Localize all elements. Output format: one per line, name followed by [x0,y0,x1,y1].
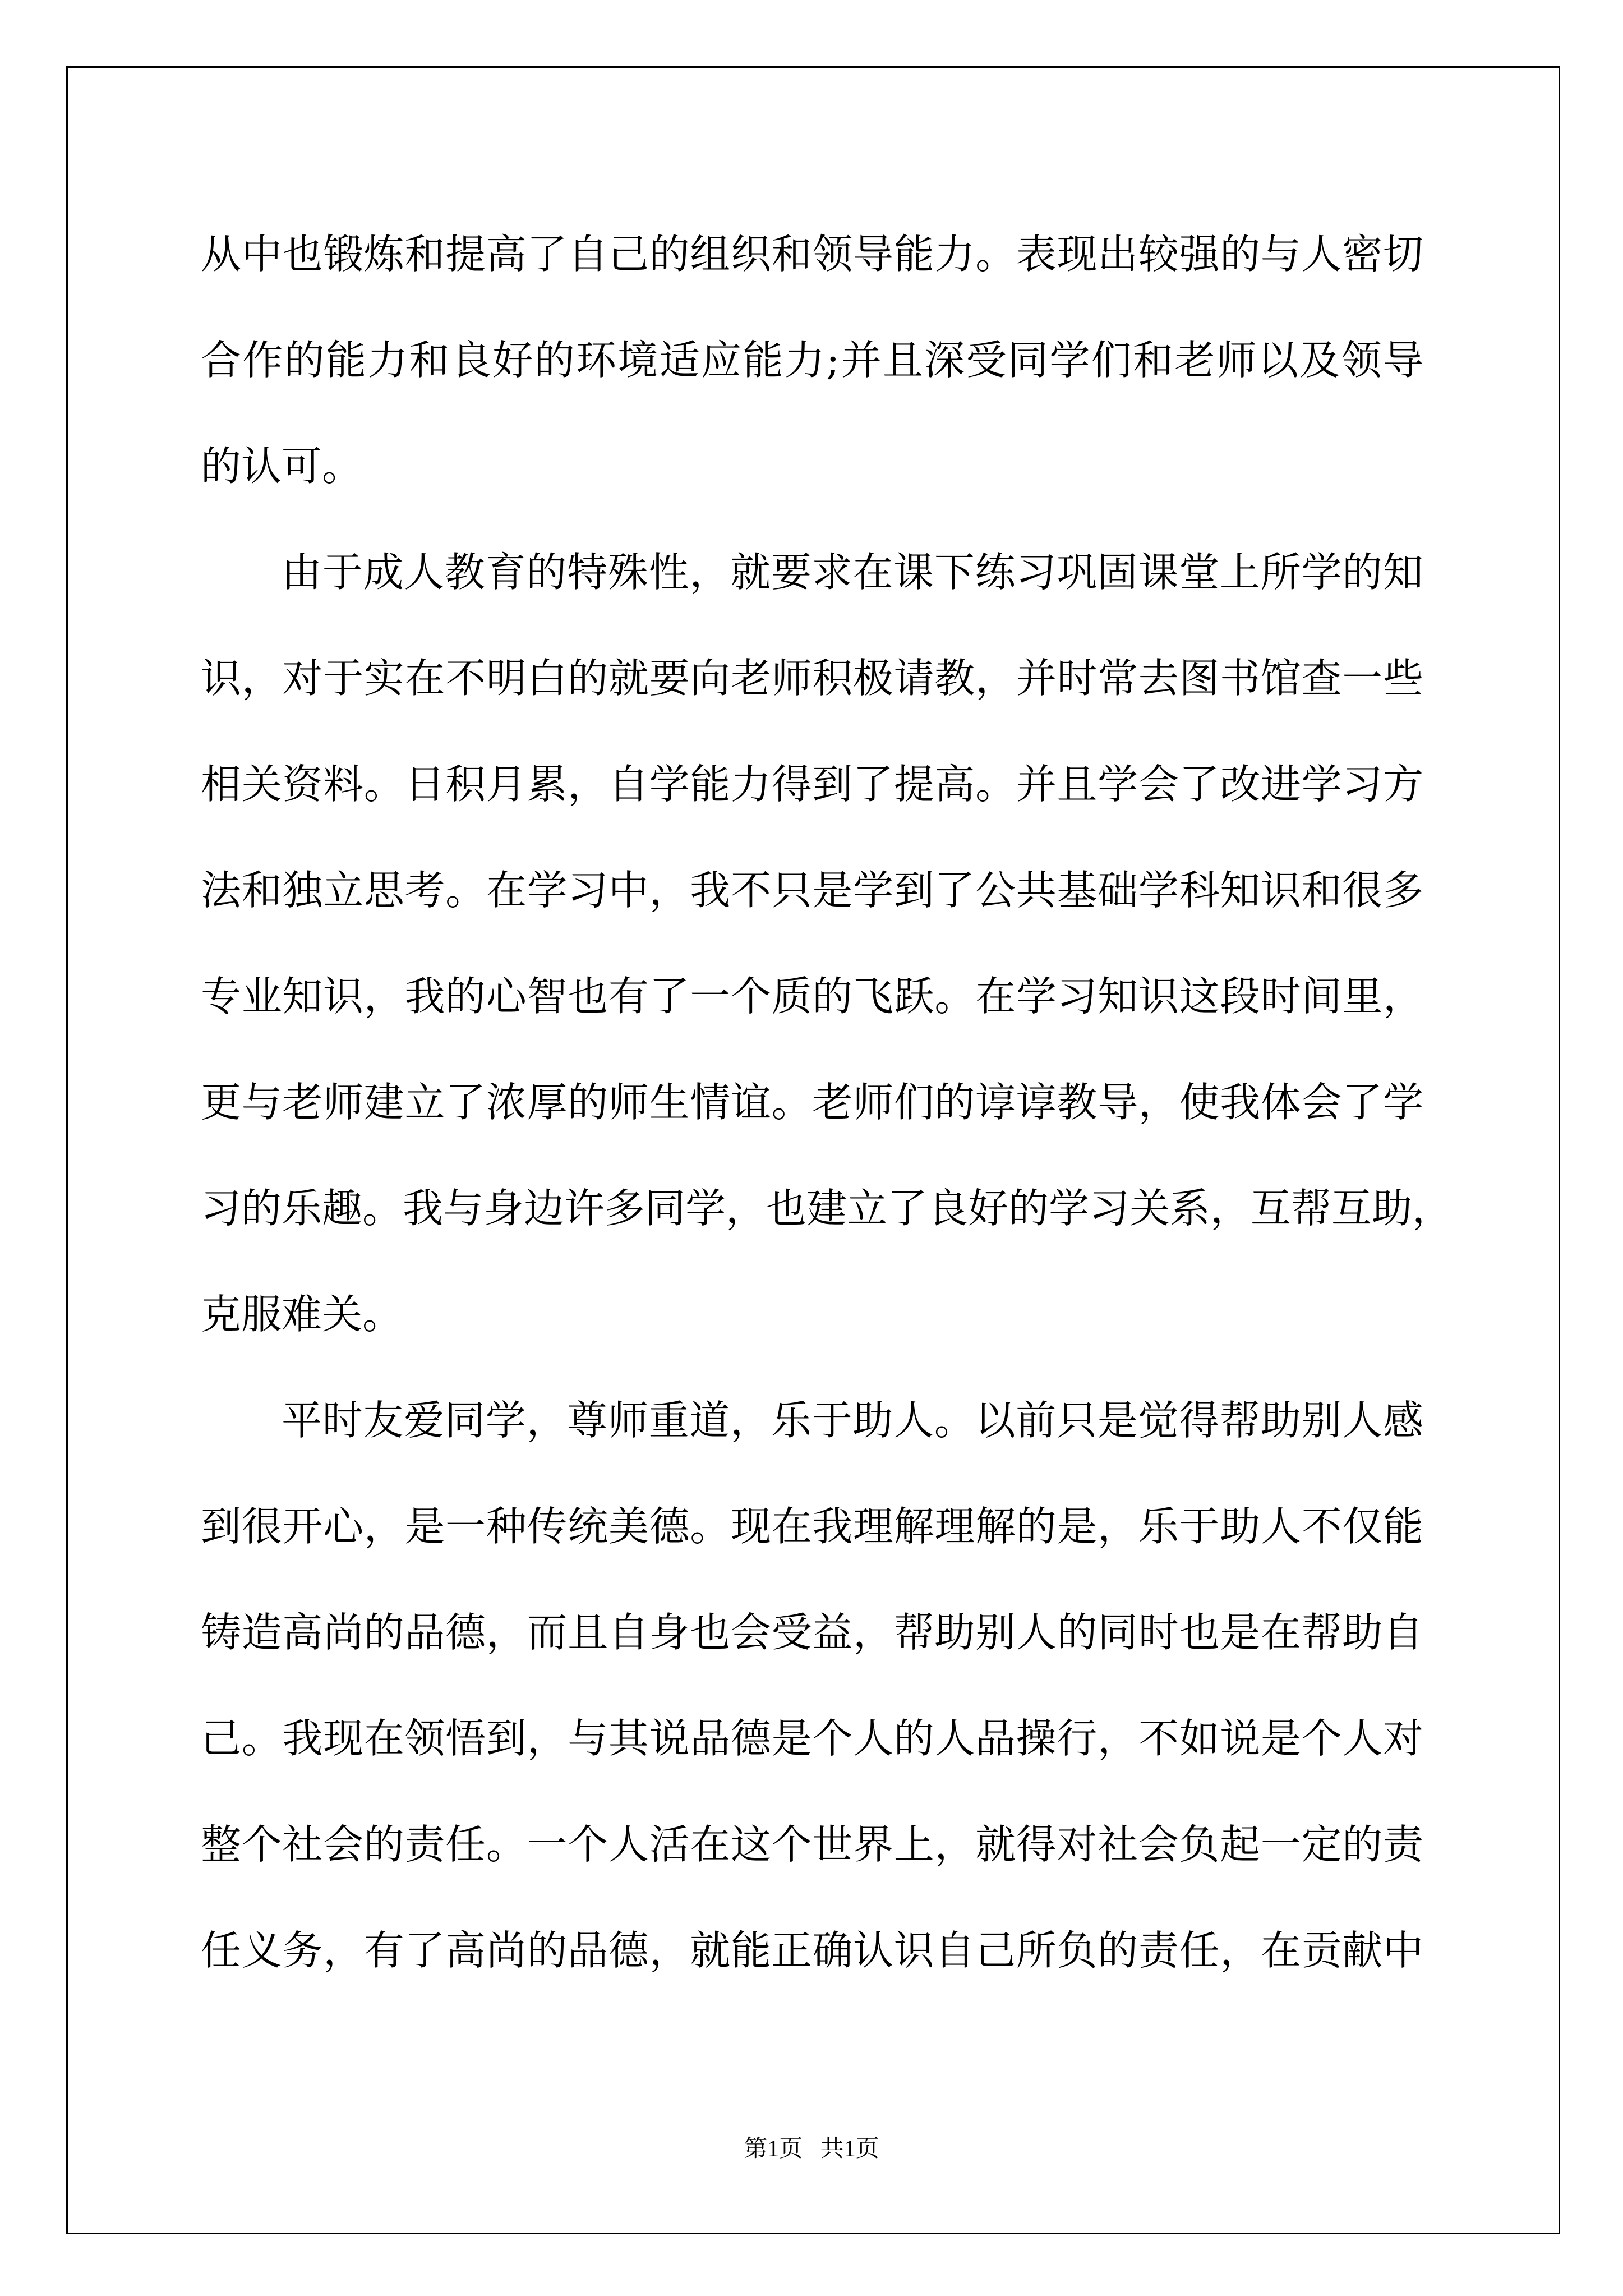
text-line: 己。我现在领悟到，与其说品德是个人的人品操行，不如说是个人对 [201,1715,1423,1762]
text-line: 到很开心，是一种传统美德。现在我理解理解的是，乐于助人不仅能 [201,1503,1423,1550]
text-line: 由于成人教育的特殊性，就要求在课下练习巩固课堂上所学的知 [282,549,1423,596]
text-line: 整个社会的责任。一个人活在这个世界上，就得对社会负起一定的责 [201,1821,1423,1868]
text-line: 克服难关。 [201,1291,403,1338]
paragraph [201,1368,1423,2004]
text-line: 的认可。 [201,443,363,490]
text-line: 习的乐趣。我与身边许多同学，也建立了良好的学习关系，互帮互助， [201,1185,1453,1232]
text-line: 铸造高尚的品德，而且自身也会受益，帮助别人的同时也是在帮助自 [201,1609,1423,1656]
text-line: 合作的能力和良好的环境适应能力;并且深受同学们和老师以及领导 [201,337,1423,384]
text-line: 法和独立思考。在学习中，我不只是学到了公共基础学科知识和很多 [201,867,1423,914]
text-line: 专业知识，我的心智也有了一个质的飞跃。在学习知识这段时间里， [201,973,1423,1020]
text-line: 更与老师建立了浓厚的师生情谊。老师们的谆谆教导，使我体会了学 [201,1079,1423,1126]
document-body [201,201,1453,2004]
text-line: 识，对于实在不明白的就要向老师积极请教，并时常去图书馆查一些 [201,655,1423,702]
text-line: 从中也锻炼和提高了自己的组织和领导能力。表现出较强的与人密切 [201,231,1423,278]
paragraph [201,519,1453,1368]
text-line: 平时友爱同学，尊师重道，乐于助人。以前只是觉得帮助别人感 [282,1397,1423,1444]
page-number-footer: 第1页 共1页 [744,2136,879,2162]
text-line: 相关资料。日积月累，自学能力得到了提高。并且学会了改进学习方 [201,761,1423,808]
paragraph [201,201,1423,519]
text-line: 任义务，有了高尚的品德，就能正确认识自己所负的责任，在贡献中 [201,1927,1423,1974]
